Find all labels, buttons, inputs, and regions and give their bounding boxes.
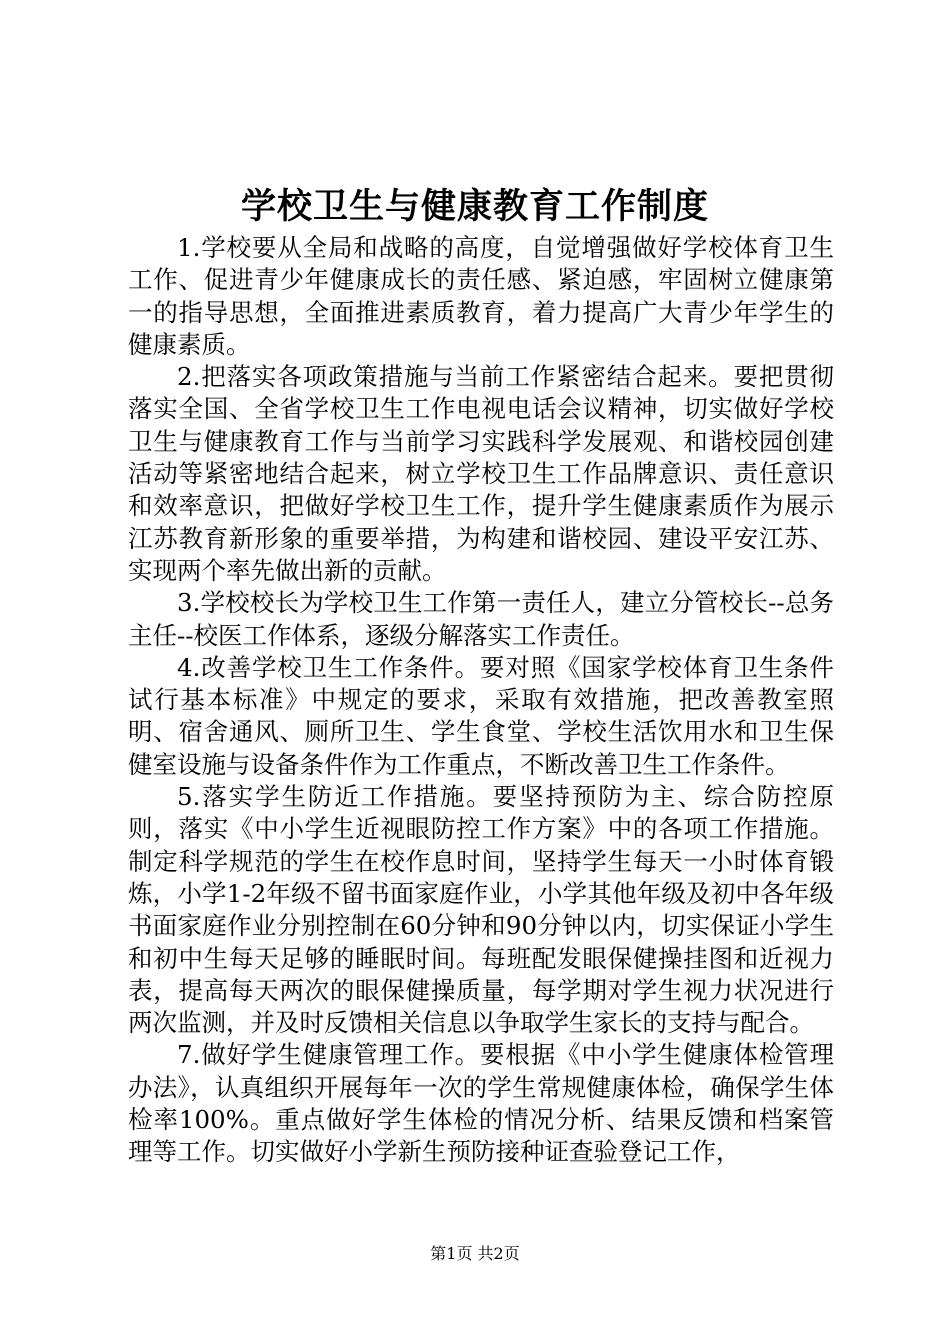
paragraph-7: 7.做好学生健康管理工作。要根据《中小学生健康体检管理办法》，认真组织开展每年一次的学生常规健康体检，确保学生体检率100%。重点做好学生体检的情况分析、结果反馈和档案管理等工作。切实做好小学新生预防接种证查验登记工作， <box>128 1040 834 1167</box>
page-number-footer: 第1页 共2页 <box>430 1244 520 1263</box>
paragraph-5: 5.落实学生防近工作措施。要坚持预防为主、综合防控原则，落实《中小学生近视眼防控工作方案》中的各项工作措施。制定科学规范的学生在校作息时间，坚持学生每天一小时体育锻炼，小学1-2年级不留书面家庭作业，小学其他年级及初中各年级书面家庭作业分别控制在60分钟和90分钟以内，切实保证小学生和初中生每天足够的睡眠时间。每班配发眼保健操挂图和近视力表，提高每天两次的眼保健操质量，每学期对学生视力状况进行两次监测，并及时反馈相关信息以争取学生家长的支持与配合。 <box>128 782 834 1038</box>
paragraph-2: 2.把落实各项政策措施与当前工作紧密结合起来。要把贯彻落实全国、全省学校卫生工作电视电话会议精神，切实做好学校卫生与健康教育工作与当前学习实践科学发展观、和谐校园创建活动等紧密地结合起来，树立学校卫生工作品牌意识、责任意识和效率意识，把做好学校卫生工作，提升学生健康素质作为展示江苏教育新形象的重要举措，为构建和谐校园、建设平安江苏、实现两个率先做出新的贡献。 <box>128 362 834 585</box>
document-title: 学校卫生与健康教育工作制度 <box>240 186 709 227</box>
paragraph-3: 3.学校校长为学校卫生工作第一责任人，建立分管校长--总务主任--校医工作体系，逐级分解落实工作责任。 <box>128 588 834 650</box>
paragraph-1: 1.学校要从全局和战略的高度，自觉增强做好学校体育卫生工作、促进青少年健康成长的责任感、紧迫感，牢固树立健康第一的指导思想，全面推进素质教育，着力提高广大青少年学生的健康素质。 <box>128 233 834 359</box>
paragraph-4: 4.改善学校卫生工作条件。要对照《国家学校体育卫生条件试行基本标准》中规定的要求，采取有效措施，把改善教室照明、宿舍通风、厕所卫生、学生食堂、学校生活饮用水和卫生保健室设施与设备条件作为工作重点，不断改善卫生工作条件。 <box>128 652 834 779</box>
document-body <box>128 232 834 1169</box>
